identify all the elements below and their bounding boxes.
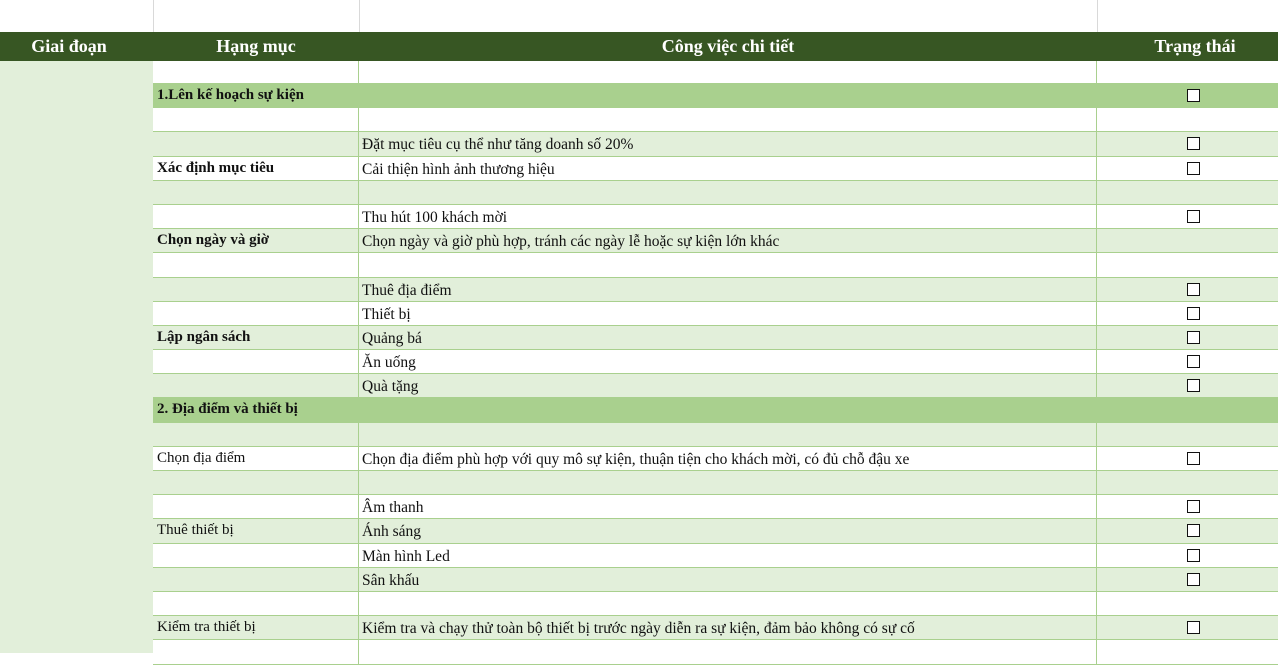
hang-muc-cell[interactable] — [153, 253, 359, 276]
gridline — [1097, 0, 1098, 32]
status-checkbox[interactable] — [1187, 500, 1200, 513]
hang-muc-cell[interactable] — [153, 640, 359, 663]
table-row[interactable] — [153, 544, 1278, 568]
hang-muc-cell[interactable]: 2. Địa điểm và thiết bị — [153, 398, 359, 421]
trang-thai-cell[interactable] — [1097, 616, 1278, 639]
table-row[interactable] — [153, 616, 1278, 640]
status-checkbox[interactable] — [1187, 355, 1200, 368]
cong-viec-cell[interactable]: Âm thanh — [359, 495, 1097, 518]
hang-muc-cell[interactable] — [153, 495, 359, 518]
table-row[interactable] — [153, 61, 1278, 84]
hang-muc-cell[interactable] — [153, 181, 359, 204]
cong-viec-cell[interactable] — [359, 640, 1097, 663]
trang-thai-cell[interactable] — [1097, 302, 1278, 325]
hang-muc-cell[interactable] — [153, 61, 359, 83]
table-row[interactable] — [153, 350, 1278, 374]
cong-viec-cell[interactable]: Thiết bị — [359, 302, 1097, 325]
cong-viec-cell[interactable]: Màn hình Led — [359, 544, 1097, 567]
trang-thai-cell[interactable] — [1097, 640, 1278, 663]
cong-viec-cell[interactable] — [359, 253, 1097, 276]
header-hang-muc[interactable]: Hạng mục — [216, 36, 296, 56]
table-row[interactable] — [153, 278, 1278, 302]
trang-thai-cell[interactable] — [1097, 544, 1278, 567]
status-checkbox[interactable] — [1187, 621, 1200, 634]
trang-thai-cell[interactable] — [1097, 132, 1278, 155]
cong-viec-cell[interactable]: Cải thiện hình ảnh thương hiệu — [359, 157, 1097, 180]
status-checkbox[interactable] — [1187, 137, 1200, 150]
status-checkbox[interactable] — [1187, 549, 1200, 562]
table-row[interactable] — [153, 447, 1278, 471]
status-checkbox[interactable] — [1187, 89, 1200, 102]
hang-muc-cell[interactable]: Chọn ngày và giờ — [153, 229, 359, 252]
hang-muc-cell[interactable]: 1.Lên kế hoạch sự kiện — [153, 84, 359, 107]
cong-viec-cell[interactable]: Thuê địa điểm — [359, 278, 1097, 301]
table-row[interactable] — [153, 205, 1278, 229]
table-row[interactable] — [153, 592, 1278, 616]
table-row[interactable] — [153, 302, 1278, 326]
hang-muc-cell[interactable] — [153, 302, 359, 325]
cong-viec-cell[interactable] — [359, 423, 1097, 446]
table-row[interactable] — [153, 108, 1278, 132]
hang-muc-cell[interactable] — [153, 108, 359, 131]
cong-viec-cell[interactable]: Đặt mục tiêu cụ thể như tăng doanh số 20% — [359, 132, 1097, 155]
cong-viec-cell[interactable]: Chọn địa điểm phù hợp với quy mô sự kiện, thuận tiện cho khách mời, có đủ chỗ đậu xe — [359, 447, 1097, 470]
status-checkbox[interactable] — [1187, 452, 1200, 465]
trang-thai-cell[interactable] — [1097, 592, 1278, 615]
table-row[interactable] — [153, 519, 1278, 543]
table-row[interactable] — [153, 398, 1278, 422]
cong-viec-cell[interactable]: Quảng bá — [359, 326, 1097, 349]
trang-thai-cell[interactable] — [1097, 181, 1278, 204]
hang-muc-cell[interactable] — [153, 132, 359, 155]
table-row[interactable] — [153, 423, 1278, 447]
hang-muc-cell[interactable] — [153, 544, 359, 567]
trang-thai-cell[interactable] — [1097, 278, 1278, 301]
table-row[interactable] — [153, 157, 1278, 181]
gridline — [153, 0, 154, 32]
cong-viec-cell[interactable]: Ánh sáng — [359, 519, 1097, 542]
trang-thai-cell[interactable] — [1097, 84, 1278, 107]
trang-thai-cell[interactable] — [1097, 157, 1278, 180]
cong-viec-cell[interactable]: Sân khấu — [359, 568, 1097, 591]
cong-viec-cell[interactable] — [359, 84, 1097, 107]
status-checkbox[interactable] — [1187, 524, 1200, 537]
trang-thai-cell[interactable] — [1097, 326, 1278, 349]
cong-viec-cell[interactable]: Thu hút 100 khách mời — [359, 205, 1097, 228]
header-giai-doan[interactable]: Giai đoạn — [31, 36, 107, 56]
table-row[interactable] — [153, 374, 1278, 398]
trang-thai-cell[interactable] — [1097, 108, 1278, 131]
table-row[interactable] — [153, 84, 1278, 108]
header-trang-thai[interactable]: Trạng thái — [1154, 36, 1236, 56]
status-checkbox[interactable] — [1187, 573, 1200, 586]
hang-muc-cell[interactable]: Xác định mục tiêu — [153, 157, 359, 180]
hang-muc-cell[interactable] — [153, 350, 359, 373]
trang-thai-cell[interactable] — [1097, 229, 1278, 252]
hang-muc-cell[interactable] — [153, 423, 359, 446]
hang-muc-cell[interactable]: Kiểm tra thiết bị — [153, 616, 359, 639]
table-row[interactable] — [153, 471, 1278, 495]
trang-thai-cell[interactable] — [1097, 471, 1278, 494]
trang-thai-cell[interactable] — [1097, 61, 1278, 83]
trang-thai-cell[interactable] — [1097, 423, 1278, 446]
table-row[interactable] — [153, 326, 1278, 350]
trang-thai-cell[interactable] — [1097, 568, 1278, 591]
status-checkbox[interactable] — [1187, 162, 1200, 175]
table-row[interactable] — [153, 568, 1278, 592]
gridline — [359, 0, 360, 32]
trang-thai-cell[interactable] — [1097, 374, 1278, 397]
top-strip — [0, 0, 1278, 32]
cong-viec-cell[interactable] — [359, 61, 1097, 83]
cong-viec-cell[interactable] — [359, 398, 1097, 421]
trang-thai-cell[interactable] — [1097, 447, 1278, 470]
trang-thai-cell[interactable] — [1097, 350, 1278, 373]
table-row[interactable] — [153, 640, 1278, 664]
giai-doan-column[interactable] — [0, 61, 153, 653]
status-checkbox[interactable] — [1187, 379, 1200, 392]
status-checkbox[interactable] — [1187, 283, 1200, 296]
status-checkbox[interactable] — [1187, 307, 1200, 320]
trang-thai-cell[interactable] — [1097, 495, 1278, 518]
cong-viec-cell[interactable] — [359, 592, 1097, 615]
status-checkbox[interactable] — [1187, 210, 1200, 223]
cong-viec-cell[interactable]: Quà tặng — [359, 374, 1097, 397]
cong-viec-cell[interactable] — [359, 471, 1097, 494]
cong-viec-cell[interactable] — [359, 108, 1097, 131]
trang-thai-cell[interactable] — [1097, 519, 1278, 542]
cong-viec-cell[interactable]: Ăn uống — [359, 350, 1097, 373]
table-row[interactable] — [153, 132, 1278, 156]
task-table-body — [153, 61, 1278, 665]
table-row[interactable] — [153, 181, 1278, 205]
cong-viec-cell[interactable]: Chọn ngày và giờ phù hợp, tránh các ngày lễ hoặc sự kiện lớn khác — [359, 229, 1097, 252]
trang-thai-cell[interactable] — [1097, 205, 1278, 228]
trang-thai-cell[interactable] — [1097, 398, 1278, 421]
hang-muc-cell[interactable] — [153, 278, 359, 301]
status-checkbox[interactable] — [1187, 331, 1200, 344]
hang-muc-cell[interactable] — [153, 592, 359, 615]
table-row[interactable] — [153, 229, 1278, 253]
table-row[interactable] — [153, 253, 1278, 277]
hang-muc-cell[interactable] — [153, 205, 359, 228]
hang-muc-cell[interactable]: Chọn địa điểm — [153, 447, 359, 470]
hang-muc-cell[interactable]: Thuê thiết bị — [153, 519, 359, 542]
header-cong-viec[interactable]: Công việc chi tiết — [661, 36, 795, 56]
table-row[interactable] — [153, 495, 1278, 519]
cong-viec-cell[interactable]: Kiểm tra và chạy thử toàn bộ thiết bị trước ngày diễn ra sự kiện, đảm bảo không có sự cố — [359, 616, 1097, 639]
hang-muc-cell[interactable] — [153, 568, 359, 591]
hang-muc-cell[interactable] — [153, 374, 359, 397]
table-header — [0, 32, 1278, 61]
cong-viec-cell[interactable] — [359, 181, 1097, 204]
hang-muc-cell[interactable] — [153, 471, 359, 494]
hang-muc-cell[interactable]: Lập ngân sách — [153, 326, 359, 349]
trang-thai-cell[interactable] — [1097, 253, 1278, 276]
